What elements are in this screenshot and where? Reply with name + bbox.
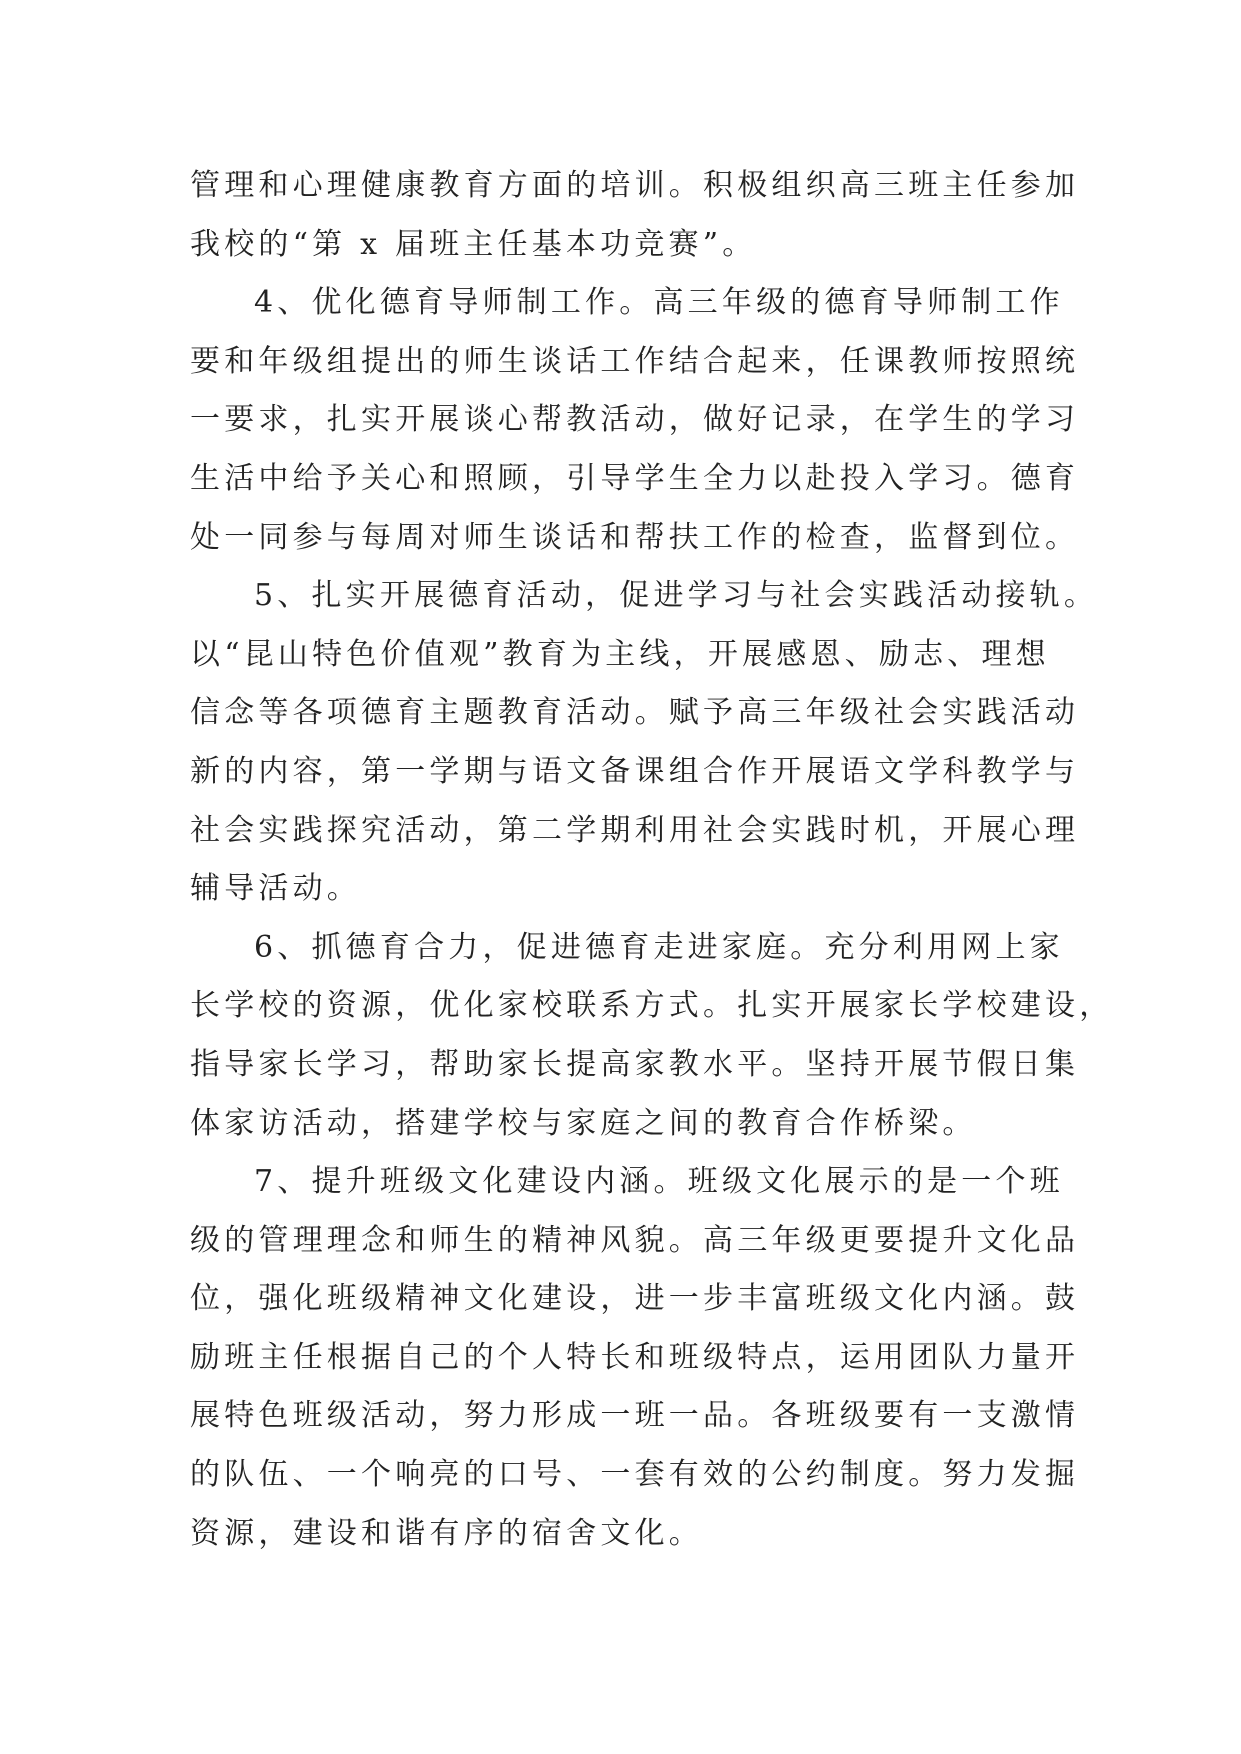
text-line: 以“昆山特色价值观”教育为主线，开展感恩、励志、理想 xyxy=(190,636,1050,672)
text-line: 资源，建设和谐有序的宿舍文化。 xyxy=(190,1515,703,1551)
text-line: 的队伍、一个响亮的口号、一套有效的公约制度。努力发掘 xyxy=(190,1457,1080,1493)
text-line: 5、扎实开展德育活动，促进学习与社会实践活动接轨。 xyxy=(254,578,1099,614)
text-line: 辅导活动。 xyxy=(190,871,361,907)
text-line: 新的内容，第一学期与语文备课组合作开展语文学科教学与 xyxy=(190,753,1080,789)
text-line: 处一同参与每周对师生谈话和帮扶工作的检查，监督到位。 xyxy=(190,519,1080,555)
paragraph-item-6 xyxy=(190,919,1114,1153)
text-line: 信念等各项德育主题教育活动。赋予高三年级社会实践活动 xyxy=(190,695,1080,731)
text-line: 展特色班级活动，努力形成一班一品。各班级要有一支激情 xyxy=(190,1398,1080,1434)
document-body xyxy=(190,157,1114,1563)
text-line: 要和年级组提出的师生谈话工作结合起来，任课教师按照统 xyxy=(190,343,1080,379)
text-line: 一要求，扎实开展谈心帮教活动，做好记录，在学生的学习 xyxy=(190,402,1080,438)
text-line: 级的管理理念和师生的精神风貌。高三年级更要提升文化品 xyxy=(190,1222,1080,1258)
text-line: 位，强化班级精神文化建设，进一步丰富班级文化内涵。鼓 xyxy=(190,1281,1080,1317)
paragraph-item-7 xyxy=(190,1153,1080,1563)
text-line: 4、优化德育导师制工作。高三年级的德育导师制工作 xyxy=(254,285,1064,321)
text-line: 长学校的资源，优化家校联系方式。扎实开展家长学校建设， xyxy=(190,988,1114,1024)
paragraph-training xyxy=(190,157,1080,274)
text-line: 7、提升班级文化建设内涵。班级文化展示的是一个班 xyxy=(254,1164,1064,1200)
text-line: 指导家长学习，帮助家长提高家教水平。坚持开展节假日集 xyxy=(190,1046,1080,1082)
paragraph-item-4 xyxy=(190,274,1080,567)
text-line: 生活中给予关心和照顾，引导学生全力以赴投入学习。德育 xyxy=(190,460,1080,496)
text-line: 6、抓德育合力，促进德育走进家庭。充分利用网上家 xyxy=(254,929,1064,965)
text-line: 体家访活动，搭建学校与家庭之间的教育合作桥梁。 xyxy=(190,1105,977,1141)
text-line: 社会实践探究活动，第二学期利用社会实践时机，开展心理 xyxy=(190,812,1080,848)
text-line: 我校的“第 x 届班主任基本功竞赛”。 xyxy=(190,226,757,262)
text-line: 管理和心理健康教育方面的培训。积极组织高三班主任参加 xyxy=(190,168,1080,203)
paragraph-item-5 xyxy=(190,567,1099,919)
text-line: 励班主任根据自己的个人特长和班级特点，运用团队力量开 xyxy=(190,1339,1080,1375)
